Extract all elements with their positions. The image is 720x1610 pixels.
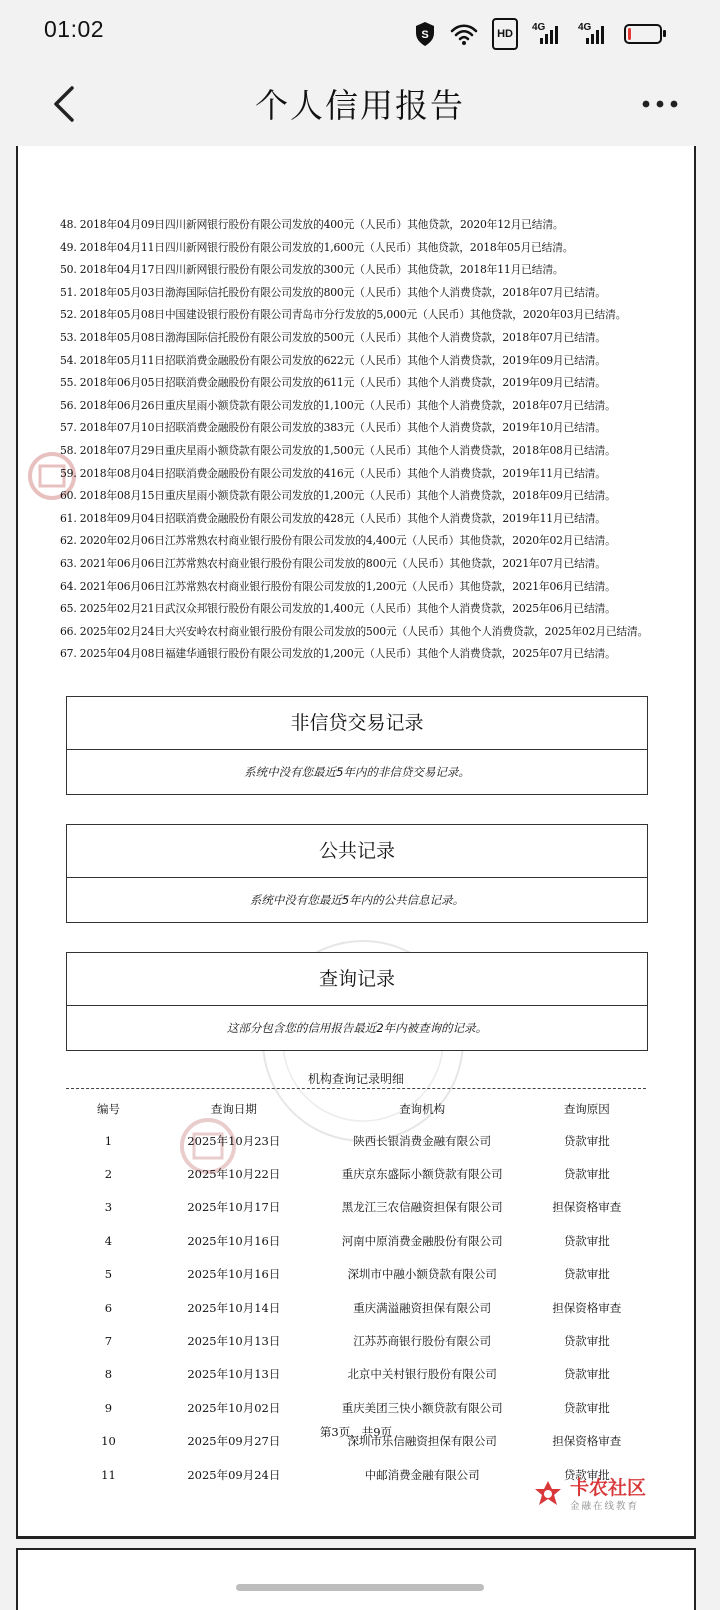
query-number: 8 <box>104 1367 113 1382</box>
section-public-records-note: 系统中没有您最近5年内的公共信息记录。 <box>249 893 465 907</box>
section-query-records <box>66 952 648 1051</box>
query-org: 河南中原消费金融股份有限公司 <box>341 1233 503 1248</box>
report-page[interactable] <box>16 146 696 1539</box>
query-number: 6 <box>104 1300 113 1315</box>
section-non-credit <box>66 696 648 795</box>
site-logo-name: 卡农社区 <box>570 1477 647 1499</box>
shield-icon <box>414 21 436 47</box>
status-time: 01:02 <box>44 16 105 42</box>
query-org: 重庆京东盛际小额贷款有限公司 <box>341 1167 503 1182</box>
query-number: 11 <box>101 1467 116 1482</box>
site-logo <box>532 1478 646 1512</box>
query-reason: 贷款审批 <box>563 1233 610 1248</box>
loan-record-item: 57. 2018年07月10日招联消费金融股份有限公司发放的383元（人民币）其他个人消费贷款，2019年10月已结清。 <box>60 421 606 435</box>
loan-record-item: 63. 2021年06月06日江苏常熟农村商业银行股份有限公司发放的800元（人民币）其他贷款，2021年07月已结清。 <box>60 556 606 570</box>
loan-record-item: 54. 2018年05月11日招联消费金融股份有限公司发放的622元（人民币）其他个人消费贷款，2019年09月已结清。 <box>60 353 606 367</box>
query-reason: 贷款审批 <box>563 1367 610 1382</box>
query-org: 重庆满溢融资担保有限公司 <box>353 1300 492 1315</box>
signal-4g-icon <box>532 22 564 46</box>
query-detail-subtitle: 机构查询记录明细 <box>307 1072 404 1086</box>
loan-record-item: 58. 2018年07月29日重庆星雨小额贷款有限公司发放的1,500元（人民币）其他个人消费贷款，2018年08月已结清。 <box>60 443 616 457</box>
query-date: 2025年10月16日 <box>187 1267 281 1282</box>
query-number: 10 <box>101 1434 116 1449</box>
query-reason: 贷款审批 <box>563 1167 610 1182</box>
table-row <box>66 1358 646 1391</box>
query-reason: 贷款审批 <box>563 1334 610 1349</box>
query-org: 中邮消费金融有限公司 <box>364 1467 480 1482</box>
header-query-reason: 查询原因 <box>563 1102 610 1116</box>
query-number: 5 <box>104 1267 113 1282</box>
section-non-credit-note: 系统中没有您最近5年内的非信贷交易记录。 <box>244 765 470 779</box>
section-query-records-title: 查询记录 <box>67 953 647 1006</box>
divider <box>66 1088 646 1089</box>
section-non-credit-title: 非信贷交易记录 <box>67 697 647 750</box>
query-date: 2025年10月17日 <box>187 1200 281 1215</box>
loan-record-item: 60. 2018年08月15日重庆星雨小额贷款有限公司发放的1,200元（人民币）其他个人消费贷款，2018年09月已结清。 <box>60 489 616 503</box>
more-dots-icon <box>640 90 680 118</box>
home-indicator[interactable] <box>236 1584 484 1591</box>
kanong-logo-icon <box>532 1479 564 1511</box>
query-date: 2025年10月13日 <box>187 1334 281 1349</box>
table-row <box>66 1224 646 1257</box>
query-date: 2025年10月22日 <box>187 1167 281 1182</box>
query-number: 4 <box>104 1233 113 1248</box>
loan-record-item: 67. 2025年04月08日福建华通银行股份有限公司发放的1,200元（人民币）其他个人消费贷款，2025年07月已结清。 <box>60 647 616 661</box>
svg-text:S: S <box>421 29 429 41</box>
nav-bar <box>0 62 720 146</box>
query-org: 重庆美团三快小额贷款有限公司 <box>341 1400 503 1415</box>
query-reason: 贷款审批 <box>563 1267 610 1282</box>
status-icons <box>414 18 662 50</box>
battery-level <box>628 28 631 40</box>
wifi-icon <box>450 21 478 47</box>
query-number: 1 <box>104 1133 113 1148</box>
query-date: 2025年10月14日 <box>187 1300 281 1315</box>
query-number: 3 <box>104 1200 113 1215</box>
page-title: 个人信用报告 <box>255 86 465 125</box>
loan-record-item: 50. 2018年04月17日四川新网银行股份有限公司发放的300元（人民币）其他贷款，2018年11月已结清。 <box>60 263 564 277</box>
query-date: 2025年10月23日 <box>187 1133 281 1148</box>
query-date: 2025年09月27日 <box>187 1434 281 1449</box>
status-bar <box>0 0 720 62</box>
section-public-records <box>66 824 648 923</box>
table-row <box>66 1324 646 1357</box>
next-page-edge <box>16 1548 696 1610</box>
table-row <box>66 1258 646 1291</box>
loan-record-item: 56. 2018年06月26日重庆星雨小额贷款有限公司发放的1,100元（人民币）其他个人消费贷款，2018年07月已结清。 <box>60 398 616 412</box>
query-date: 2025年10月13日 <box>187 1367 281 1382</box>
header-query-org: 查询机构 <box>399 1102 446 1116</box>
loan-record-item: 66. 2025年02月24日大兴安岭农村商业银行股份有限公司发放的500元（人民币）其他个人消费贷款，2025年02月已结清。 <box>60 624 649 638</box>
network-type-label-2: 4G <box>578 22 592 33</box>
loan-record-item: 59. 2018年08月04日招联消费金融股份有限公司发放的416元（人民币）其他个人消费贷款，2019年11月已结清。 <box>60 466 606 480</box>
query-number: 2 <box>104 1167 113 1182</box>
header-number: 编号 <box>96 1102 120 1116</box>
table-row <box>66 1391 646 1424</box>
battery-icon <box>624 21 662 47</box>
section-public-records-title: 公共记录 <box>67 825 647 878</box>
loan-record-item: 64. 2021年06月06日江苏常熟农村商业银行股份有限公司发放的1,200元（人民币）其他贷款，2021年06月已结清。 <box>60 579 616 593</box>
query-reason: 贷款审批 <box>563 1133 610 1148</box>
query-date: 2025年09月24日 <box>187 1467 281 1482</box>
more-button[interactable] <box>640 90 680 118</box>
loan-record-item: 48. 2018年04月09日四川新网银行股份有限公司发放的400元（人民币）其他贷款，2020年12月已结清。 <box>60 218 564 231</box>
loan-record-list <box>60 214 670 666</box>
hd-badge: HD <box>492 18 518 50</box>
loan-record-item: 55. 2018年06月05日招联消费金融股份有限公司发放的611元（人民币）其他个人消费贷款，2019年09月已结清。 <box>60 376 606 390</box>
query-date: 2025年10月02日 <box>187 1400 281 1415</box>
loan-record-item: 65. 2025年02月21日武汉众邦银行股份有限公司发放的1,400元（人民币）其他个人消费贷款，2025年06月已结清。 <box>60 602 616 616</box>
table-row <box>66 1157 646 1190</box>
table-header-row <box>66 1094 646 1124</box>
query-reason: 担保资格审查 <box>552 1300 622 1315</box>
query-date: 2025年10月16日 <box>187 1233 281 1248</box>
loan-record-item: 51. 2018年05月03日渤海国际信托股份有限公司发放的800元（人民币）其他个人消费贷款，2018年07月已结清。 <box>60 285 606 299</box>
query-org: 北京中关村银行股份有限公司 <box>347 1367 497 1382</box>
query-number: 7 <box>104 1334 113 1349</box>
query-org: 江苏苏商银行股份有限公司 <box>353 1334 492 1349</box>
table-row <box>66 1124 646 1157</box>
table-row <box>66 1191 646 1224</box>
query-org: 深圳市中融小额贷款有限公司 <box>347 1267 497 1282</box>
query-reason: 贷款审批 <box>563 1467 610 1482</box>
page-number: 第3页，共9页 <box>319 1425 393 1439</box>
loan-record-item: 61. 2018年09月04日招联消费金融股份有限公司发放的428元（人民币）其他个人消费贷款，2019年11月已结清。 <box>60 511 606 525</box>
network-type-label: 4G <box>532 22 546 33</box>
loan-record-item: 53. 2018年05月08日渤海国际信托股份有限公司发放的500元（人民币）其他个人消费贷款，2018年07月已结清。 <box>60 330 606 344</box>
loan-record-item: 52. 2018年05月08日中国建设银行股份有限公司青岛市分行发放的5,000元（人民币）其他贷款，2020年03月已结清。 <box>60 308 627 322</box>
loan-record-item: 62. 2020年02月06日江苏常熟农村商业银行股份有限公司发放的4,400元（人民币）其他贷款，2020年02月已结清。 <box>60 534 616 548</box>
query-org: 陕西长银消费金融有限公司 <box>353 1133 492 1148</box>
loan-record-item: 49. 2018年04月11日四川新网银行股份有限公司发放的1,600元（人民币）其他贷款，2018年05月已结清。 <box>60 240 574 254</box>
query-org: 深圳市乐信融资担保有限公司 <box>347 1434 497 1449</box>
query-org: 黑龙江三农信融资担保有限公司 <box>341 1200 503 1215</box>
site-logo-slogan: 金融在线教育 <box>570 1501 640 1512</box>
query-reason: 贷款审批 <box>563 1400 610 1415</box>
header-query-date: 查询日期 <box>210 1102 257 1116</box>
signal-4g-icon-2 <box>578 22 610 46</box>
section-query-records-note: 这部分包含您的信用报告最近2年内被查询的记录。 <box>226 1021 488 1035</box>
query-reason: 担保资格审查 <box>552 1200 622 1215</box>
query-number: 9 <box>104 1400 113 1415</box>
table-row <box>66 1291 646 1324</box>
query-reason: 担保资格审查 <box>552 1434 622 1449</box>
